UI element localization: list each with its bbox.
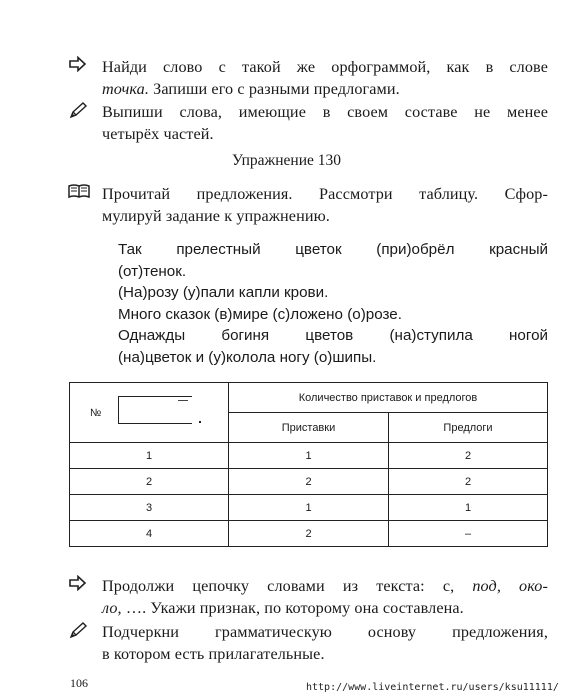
sample-line: Так прелестный цветок (при)обрёл красный — [118, 241, 548, 258]
task-line: мулируй задание к упражнению. — [102, 207, 330, 225]
task-line — [102, 78, 548, 100]
number-label: № — [90, 407, 102, 419]
task-line: Найди слово с такой же орфограммой, как в слове — [102, 58, 548, 76]
task-line — [102, 597, 548, 619]
sample-line: (на)цветок и (у)колола ногу (о)шипы. — [118, 348, 377, 366]
sample-line: Много сказок (в)мире (с)ложено (о)розе. — [118, 305, 402, 323]
task-underline-basis — [68, 621, 548, 665]
sample-line: (от)тенок. — [118, 262, 187, 280]
preposition-count: – — [389, 521, 548, 547]
pen-icon — [68, 621, 102, 665]
task-continue-chain — [68, 575, 548, 619]
prefix-count: 2 — [229, 469, 389, 495]
italic-word: точка. — [102, 80, 149, 98]
italic-word: ло, — [102, 599, 122, 617]
group-header: Количество приставок и предлогов — [229, 383, 548, 413]
task-line: Прочитай предложения. Рассмотри таблицу. Сфор- — [102, 185, 548, 203]
sample-text — [118, 239, 548, 368]
number-box-dash — [178, 400, 188, 401]
task-line-rest: Запиши его с разными предлогами. — [149, 80, 400, 98]
arrow-icon — [68, 56, 102, 100]
task-text: …. Укажи признак, по которому она составлена. — [121, 599, 464, 617]
row-number: 1 — [70, 443, 229, 469]
sample-line: Однажды богиня цветов (на)ступила ногой — [118, 327, 548, 344]
preposition-count: 2 — [389, 469, 548, 495]
prefix-count: 2 — [229, 521, 389, 547]
row-number: 3 — [70, 495, 229, 521]
preposition-count: 1 — [389, 495, 548, 521]
task-write-words — [68, 101, 548, 145]
arrow-icon — [68, 575, 102, 619]
prefix-preposition-table — [69, 382, 548, 547]
task-line: Подчеркни грамматическую основу предложения, — [102, 623, 548, 641]
table-row — [70, 469, 548, 495]
exercise-title: Упражнение 130 — [231, 152, 341, 169]
exercise-instructions — [68, 183, 548, 227]
preposition-count: 2 — [389, 443, 548, 469]
task-line: четырёх частей. — [102, 125, 214, 143]
pen-icon — [68, 101, 102, 145]
row-number: 4 — [70, 521, 229, 547]
row-number: 2 — [70, 469, 229, 495]
table-row — [70, 443, 548, 469]
italic-words: под, око- — [472, 577, 548, 595]
column-header-prefixes: Приставки — [229, 413, 389, 443]
page-number: 106 — [70, 676, 88, 690]
table-row — [70, 521, 548, 547]
task-line: Выпиши слова, имеющие в своем составе не менее — [102, 103, 548, 121]
task-line — [102, 575, 548, 597]
sample-line: (На)розу (у)пали капли крови. — [118, 284, 329, 301]
watermark-url: http://www.liveinternet.ru/users/ksu11111/ — [306, 682, 559, 693]
prefix-count: 1 — [229, 495, 389, 521]
table-row — [70, 495, 548, 521]
column-header-prepositions: Предлоги — [389, 413, 548, 443]
book-icon — [68, 183, 102, 227]
prefix-count: 1 — [229, 443, 389, 469]
task-line: в котором есть прилагательные. — [102, 645, 325, 663]
number-header-cell — [70, 383, 229, 443]
task-find-word — [68, 56, 548, 100]
task-text: Продолжи цепочку словами из текста: с, — [102, 577, 473, 595]
